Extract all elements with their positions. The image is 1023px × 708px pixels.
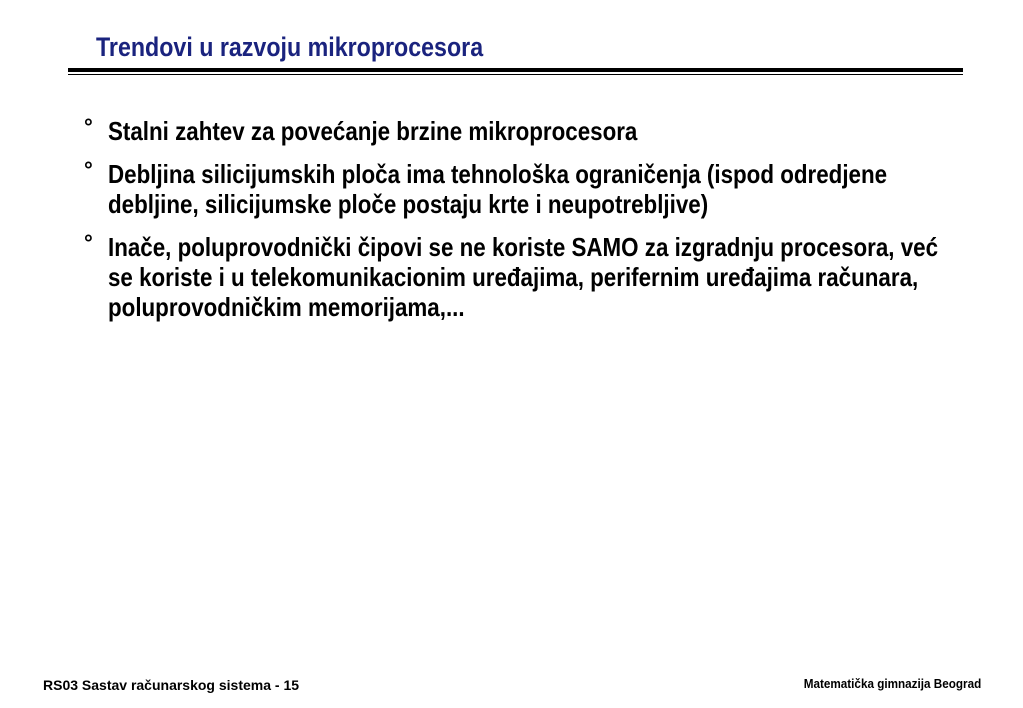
degree-bullet-icon: ° — [84, 157, 93, 182]
title-underline-thick — [68, 68, 963, 72]
bullet-item-chip-uses — [84, 232, 984, 322]
bullet-text: Stalni zahtev za povećanje brzine mikroprocesora — [108, 116, 638, 146]
degree-bullet-icon: ° — [84, 230, 93, 255]
bullet-item-speed — [84, 116, 984, 146]
footer-school-name: Matematička gimnazija Beograd — [803, 676, 981, 691]
bullet-list — [84, 116, 984, 335]
degree-bullet-icon: ° — [84, 114, 93, 139]
bullet-item-silicon-thickness — [84, 159, 984, 219]
title-underline-thin — [68, 74, 963, 75]
bullet-text: Debljina silicijumskih ploča ima tehnološka ograničenja (ispod odredjene debljine, silicijumske ploče postaju krte i neupotrebljive) — [108, 159, 888, 219]
slide-title: Trendovi u razvoju mikroprocesora — [96, 32, 484, 62]
bullet-text: Inače, poluprovodnički čipovi se ne koriste SAMO za izgradnju procesora, već se koriste i u telekomunikacionim uređajima, perifernim uređajima računara, poluprovodničkim memorijama,... — [108, 232, 939, 322]
footer-course-page: RS03 Sastav računarskog sistema - 15 — [43, 677, 300, 693]
